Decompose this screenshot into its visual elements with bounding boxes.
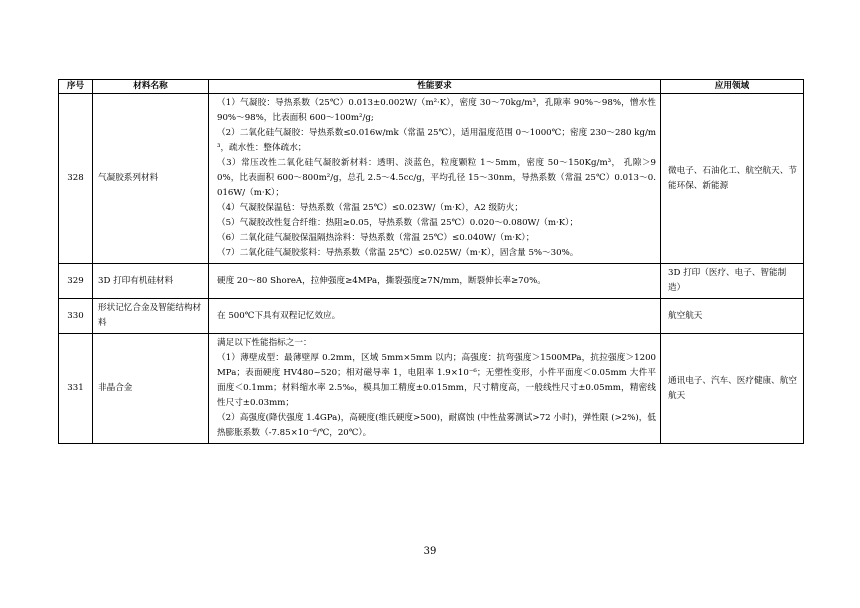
requirement-item: 在 500℃下具有双程记忆效应。 xyxy=(217,310,341,321)
requirement-item: （1）薄壁成型：最薄壁厚 0.2mm，区域 5mm×5mm 以内；高强度：抗弯强度＞1500MPa，抗拉强度＞1200MPa；表面硬度 HV480~520；相对磁导率 1，电阻率 1.9×10⁻⁶；无塑性变形，小件平面度＜0.05mm 大件平面度＜0.1mm；材料缩水率 2.5‰，模具加工精度±0.015mm，尺寸精度高，一般线性尺寸±0.05mm，精密线性尺寸±0.03mm； xyxy=(217,353,656,408)
material-name-cell: 3D 打印有机硅材料 xyxy=(93,264,209,299)
application-field-cell: 3D 打印（医疗、电子、智能制造） xyxy=(661,264,804,299)
header-serial-number: 序号 xyxy=(59,80,93,94)
requirements-cell xyxy=(209,264,661,299)
serial-number-cell: 328 xyxy=(59,94,93,264)
header-application-field: 应用领域 xyxy=(661,80,804,94)
header-material-name: 材料名称 xyxy=(93,80,209,94)
table-row xyxy=(59,264,804,299)
requirement-item: 硬度 20～80 ShoreA，拉伸强度≥4MPa，撕裂强度≥7N/mm，断裂伸长率≥70%。 xyxy=(217,275,546,286)
requirement-item: （6）二氧化硅气凝胶保温隔热涂料：导热系数（常温 25℃）≤0.040W/（m·K）； xyxy=(217,233,535,243)
requirement-item: （7）二氧化硅气凝胶浆料：导热系数（常温 25℃）≤0.025W/（m·K），固含量 5%～30%。 xyxy=(217,248,579,258)
requirement-item: （5）气凝胶改性复合纤维：热阻≥0.05，导热系数（常温 25℃）0.020～0.080W/（m·K）； xyxy=(217,218,579,228)
requirements-cell xyxy=(209,299,661,334)
requirement-item: （1）气凝胶：导热系数（25℃）0.013±0.002W/（m²·K），密度 30～70kg/m³，孔隙率 90%～98%，憎水性 90%～98%，比表面积 600～100m²/g; xyxy=(217,98,656,123)
requirement-item: （3）常压改性二氧化硅气凝胶新材料：透明、淡蓝色，粒度颗粒 1～5mm，密度 50～150Kg/m³， 孔隙＞90%，比表面积 600～800m²/g，总孔 2.5～4.5cc/g，平均孔径 15～30nm，导热系数（常温 25℃）0.013～0.016W/（m·K）； xyxy=(217,158,656,198)
header-performance-requirements: 性能要求 xyxy=(209,80,661,94)
application-field-cell: 微电子、石油化工、航空航天、节能环保、新能源 xyxy=(661,94,804,264)
requirement-item: （2）高强度(降伏强度 1.4GPa)，高硬度(维氏硬度>500)，耐腐蚀 (中性盐雾测试>72 小时)，弹性限 (>2%)，低热膨胀系数（-7.85×10⁻⁶/℃，20℃）。 xyxy=(217,413,656,438)
serial-number-cell: 331 xyxy=(59,334,93,444)
requirement-item: （4）气凝胶保温毡：导热系数（常温 25℃）≤0.023W/（m·K），A2 级防火； xyxy=(217,203,523,213)
serial-number-cell: 329 xyxy=(59,264,93,299)
material-name-cell: 形状记忆合金及智能结构材料 xyxy=(93,299,209,334)
requirements-cell xyxy=(209,334,661,444)
serial-number-cell: 330 xyxy=(59,299,93,334)
application-field-cell: 通讯电子、汽车、医疗健康、航空航天 xyxy=(661,334,804,444)
application-field-cell: 航空航天 xyxy=(661,299,804,334)
table-row xyxy=(59,334,804,444)
material-name-cell: 气凝胶系列材料 xyxy=(93,94,209,264)
materials-table xyxy=(58,79,804,444)
requirement-item: 满足以下性能指标之一： xyxy=(217,338,312,348)
material-name-cell: 非晶合金 xyxy=(93,334,209,444)
page-number: 39 xyxy=(423,546,437,557)
requirement-item: （2）二氧化硅气凝胶：导热系数≤0.016w/mk（常温 25℃），适用温度范围 0～1000℃；密度 230～280 kg/m³，疏水性：整体疏水； xyxy=(217,128,656,153)
table-row xyxy=(59,299,804,334)
table-header-row xyxy=(59,80,804,94)
requirements-cell xyxy=(209,94,661,264)
table-row xyxy=(59,94,804,264)
